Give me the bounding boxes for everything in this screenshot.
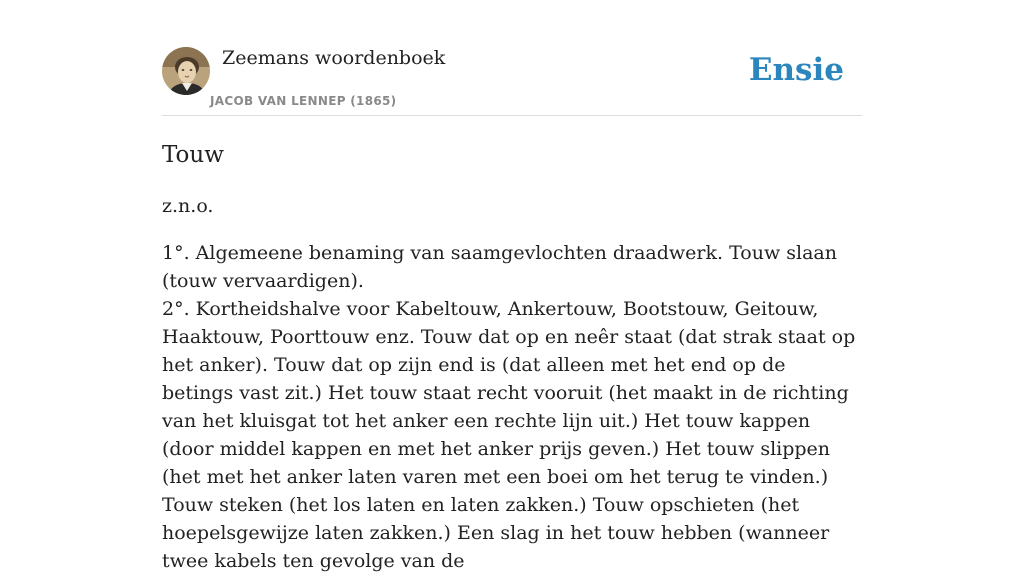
dictionary-header	[162, 0, 862, 116]
ensie-logo[interactable]: Ensie	[748, 52, 844, 88]
definition-body	[162, 239, 862, 575]
dictionary-title[interactable]: Zeemans woordenboek	[222, 47, 446, 69]
dictionary-author: JACOB VAN LENNEP (1865)	[210, 94, 397, 108]
part-of-speech: z.n.o.	[162, 195, 214, 217]
definition-sense: 2°. Kortheidshalve voor Kabeltouw, Ankertouw, Bootstouw, Geitouw, Haaktouw, Poorttouw enz. Touw dat op en neêr staat (dat strak staat op het anker). Touw dat op zijn end is (dat alleen met het end op de betings vast zit.) Het touw staat recht vooruit (het maakt in de richting van het kluisgat tot het anker een rechte lijn uit.) Het touw kappen (door middel kappen en met het anker prijs geven.) Het touw slippen (het met het anker laten varen met een boei om het terug te vinden.) Touw steken (het los laten en laten zakken.) Touw opschieten (het hoepelsgewijze laten zakken.) Een slag in het touw hebben (wanneer twee kabels ten gevolge van de	[162, 298, 856, 572]
definition-sense: 1°. Algemeene benaming van saamgevlochten draadwerk. Touw slaan (touw vervaardigen).	[162, 242, 837, 292]
author-portrait-icon[interactable]	[162, 47, 210, 95]
entry-card	[162, 0, 862, 572]
entry-headword: Touw	[162, 142, 224, 168]
